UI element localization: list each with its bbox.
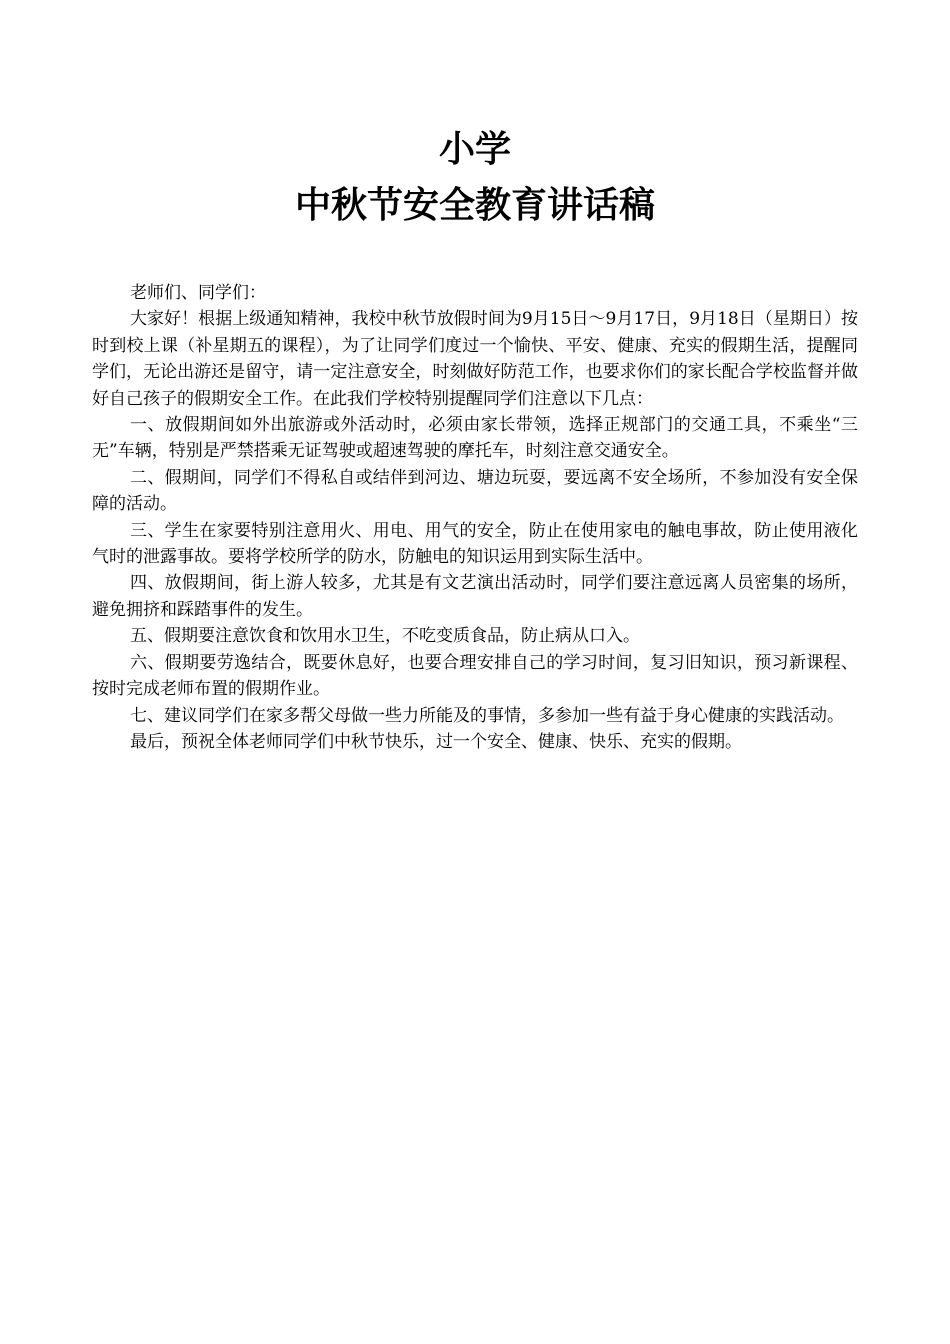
speech-body (92, 280, 858, 755)
greeting-paragraph: 老师们、同学们： (130, 283, 266, 303)
point-6-paragraph: 六、假期要劳逸结合，既要休息好，也要合理安排自己的学习时间，复习旧知识，预习新课程、按时完成老师布置的假期作业。 (92, 652, 858, 700)
point-5-paragraph: 五、假期要注意饮食和饮用水卫生，不吃变质食品，防止病从口入。 (130, 626, 640, 647)
closing-paragraph: 最后，预祝全体老师同学们中秋节快乐，过一个安全、健康、快乐、充实的假期。 (130, 731, 742, 752)
title-line-topic: 中秋节安全教育讲话稿 (294, 185, 655, 226)
point-2-paragraph: 二、假期间，同学们不得私自或结伴到河边、塘边玩耍，要远离不安全场所，不参加没有安全保障的活动。 (92, 467, 858, 515)
point-7-paragraph: 七、建议同学们在家多帮父母做一些力所能及的事情，多参加一些有益于身心健康的实践活动。 (130, 705, 844, 726)
title-line-school: 小学 (438, 129, 511, 170)
point-1-paragraph: 一、放假期间如外出旅游或外活动时，必须由家长带领，选择正规部门的交通工具，不乘坐“三无”车辆，特别是严禁搭乘无证驾驶或超速驾驶的摩托车，时刻注意交通安全。 (92, 415, 858, 462)
point-4-paragraph: 四、放假期间，街上游人较多，尤其是有文艺演出活动时，同学们要注意远离人员密集的场所，避免拥挤和踩踏事件的发生。 (92, 573, 858, 620)
document-title (0, 122, 950, 234)
point-3-paragraph: 三、学生在家要特别注意用火、用电、用气的安全，防止在使用家电的触电事故，防止使用液化气时的泄露事故。要将学校所学的防水，防触电的知识运用到实际生活中。 (92, 520, 858, 568)
intro-paragraph: 大家好！根据上级通知精神，我校中秋节放假时间为9月15日～9月17日，9月18日（星期日）按时到校上课（补星期五的课程），为了让同学们度过一个愉快、平安、健康、充实的假期生活，提醒同学们，无论出游还是留守，请一定注意安全，时刻做好防范工作，也要求你们的家长配合学校监督并做好自己孩子的假期安全工作。在此我们学校特别提醒同学们注意以下几点： (92, 309, 858, 409)
